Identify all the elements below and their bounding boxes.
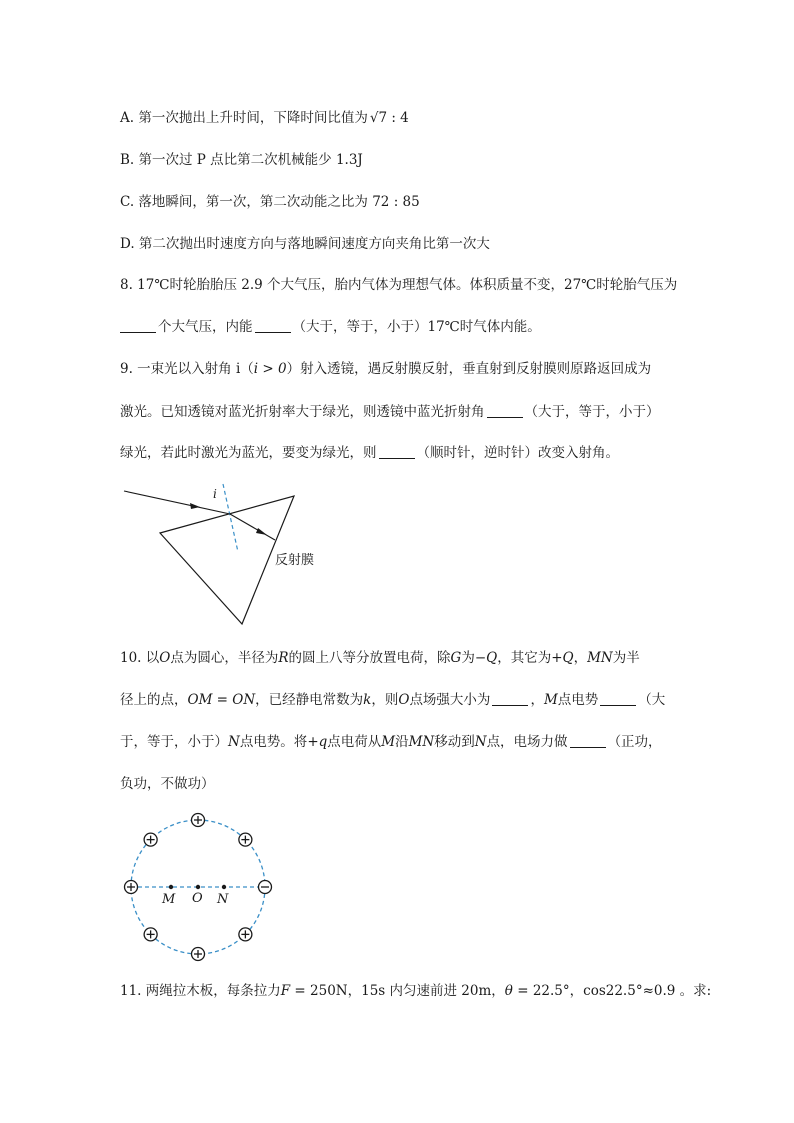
answer-blank[interactable] [255,318,291,333]
answer-blank[interactable] [600,691,636,706]
prism-triangle [160,496,294,624]
positive-charge-icon [239,928,252,941]
refracted-ray [230,514,275,540]
answer-blank[interactable] [379,444,415,459]
charge-circle-diagram [118,808,278,966]
negative-charge-icon [259,881,272,894]
prism-diagram [110,478,350,638]
film-label: 反射膜 [275,553,315,568]
label-o: O [192,891,203,906]
q10-line-1: 10. 以O点为圆心，半径为R的圆上八等分放置电荷，除G为−Q，其它为+Q，MN为半 [120,650,640,666]
point-n [222,885,226,889]
point-o [196,885,200,889]
q10-line-4: 负功，不做功） [120,776,215,792]
refracted-arrow [256,528,267,535]
answer-blank[interactable] [570,733,606,748]
incident-arrow [190,503,200,509]
q9-line-2: 激光。已知透镜对蓝光折射率大于绿光，则透镜中蓝光折射角 （大于，等于，小于） [120,404,660,420]
label-n: N [217,892,229,907]
q8-line-1: 8. 17℃时轮胎胎压 2.9 个大气压，胎内气体为理想气体。体积质量不变，27℃时轮胎气压为 [120,277,678,293]
q7-option-c: C. 落地瞬间，第一次，第二次动能之比为 72 : 85 [120,194,420,210]
sqrt-expression: √7 : 4 [369,110,409,126]
positive-charge-icon [125,881,138,894]
q10-line-2: 径上的点，OM = ON，已经静电常数为k，则O点场强大小为 ，M点电势 （大 [120,692,666,708]
q7-option-a: A. 第一次抛出上升时间，下降时间比值为 √7 : 4 [120,110,409,126]
answer-blank[interactable] [487,403,523,418]
positive-charge-icon [192,814,205,827]
q8-line-2: 个大气压，内能 （大于，等于，小于）17℃时气体内能。 [120,317,541,337]
answer-blank[interactable] [492,691,528,706]
positive-charge-icon [144,833,157,846]
q10-line-3: 于，等于，小于）N点电势。将+q点电荷从M沿MN移动到N点，电场力做 （正功， [120,734,662,750]
q9-line-1: 9. 一束光以入射角 i（i > 0）射入透镜，遇反射膜反射，垂直射到反射膜则原路返回成为 [120,361,652,377]
q9-line-3: 绿光，若此时激光为蓝光，要变为绿光，则 （顺时针，逆时针）改变入射角。 [120,445,619,461]
positive-charge-icon [144,928,157,941]
q7-option-d: D. 第二次抛出时速度方向与落地瞬间速度方向夹角比第一次大 [120,236,490,252]
q7-option-b: B. 第一次过 P 点比第二次机械能少 1.3J [120,152,363,168]
angle-label: i [213,487,217,501]
positive-charge-icon [192,948,205,961]
label-m: M [162,892,176,907]
point-m [169,885,173,889]
normal-line [223,484,238,552]
answer-blank[interactable] [120,318,156,333]
positive-charge-icon [239,833,252,846]
q11-line-1: 11. 两绳拉木板，每条拉力F = 250N，15s 内匀速前进 20m，θ = 22.5°，cos22.5°≈0.9 。求: [120,983,712,999]
